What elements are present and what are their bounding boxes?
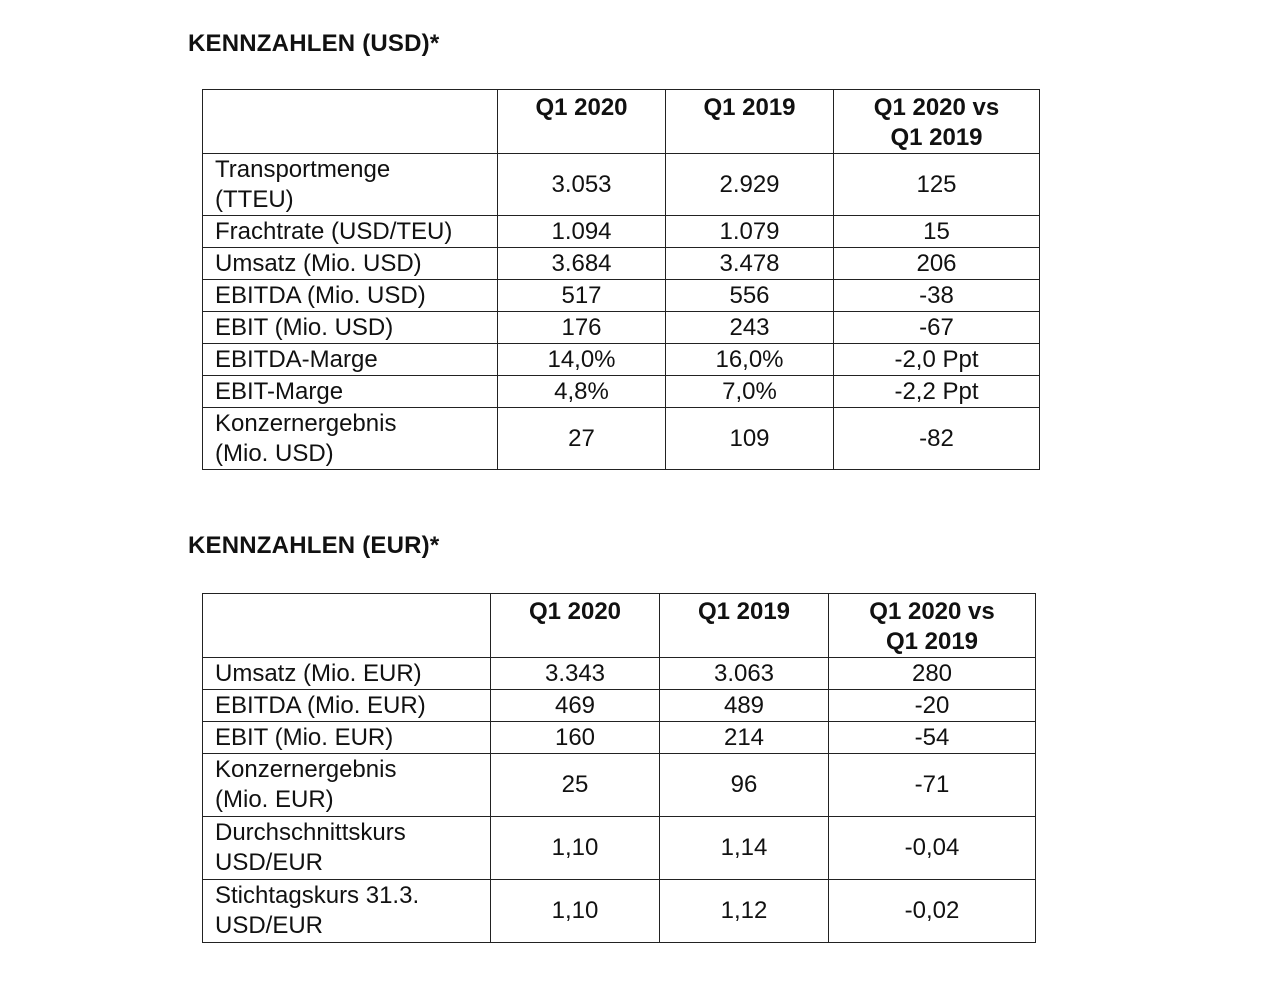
table-row [203,376,1040,408]
table-row [203,248,1040,280]
row-label-cell: EBIT (Mio. EUR) [203,722,491,754]
value-cell-q1-2019: 243 [666,312,834,344]
header-cell-q1-2020: Q1 2020 [498,90,666,154]
row-label-cell: Transportmenge (TTEU) [203,154,498,216]
table-row [203,690,1036,722]
value-cell-comparison: 15 [834,216,1040,248]
row-label-cell: Frachtrate (USD/TEU) [203,216,498,248]
value-cell-comparison: 280 [829,658,1036,690]
row-label-cell: EBIT (Mio. USD) [203,312,498,344]
value-cell-q1-2019: 3.478 [666,248,834,280]
value-cell-q1-2020: 517 [498,280,666,312]
value-cell-q1-2019: 489 [660,690,829,722]
table-row [203,658,1036,690]
value-cell-q1-2020: 27 [498,408,666,470]
value-cell-q1-2019: 1,12 [660,880,829,943]
kennzahlen-eur-table [202,593,1036,943]
header-cell-q1-2020: Q1 2020 [491,594,660,658]
value-cell-comparison: -20 [829,690,1036,722]
value-cell-comparison: -67 [834,312,1040,344]
value-cell-comparison: -82 [834,408,1040,470]
table-row [203,722,1036,754]
header-cell-comparison: Q1 2020 vs Q1 2019 [834,90,1040,154]
table-row [203,880,1036,943]
value-cell-q1-2020: 469 [491,690,660,722]
value-cell-q1-2020: 1,10 [491,880,660,943]
table-row [203,408,1040,470]
section-title-usd: KENNZAHLEN (USD)* [188,30,440,57]
value-cell-q1-2019: 556 [666,280,834,312]
row-label-cell: EBIT-Marge [203,376,498,408]
value-cell-q1-2020: 1,10 [491,817,660,880]
header-cell-empty [203,90,498,154]
table-row [203,216,1040,248]
header-cell-q1-2019: Q1 2019 [666,90,834,154]
table-row [203,754,1036,817]
value-cell-q1-2019: 3.063 [660,658,829,690]
value-cell-comparison: -71 [829,754,1036,817]
value-cell-q1-2020: 4,8% [498,376,666,408]
value-cell-comparison: -38 [834,280,1040,312]
value-cell-q1-2019: 109 [666,408,834,470]
value-cell-q1-2019: 2.929 [666,154,834,216]
header-cell-empty [203,594,491,658]
row-label-cell: EBITDA (Mio. EUR) [203,690,491,722]
value-cell-comparison: -0,02 [829,880,1036,943]
value-cell-q1-2019: 1.079 [666,216,834,248]
value-cell-q1-2019: 1,14 [660,817,829,880]
table-header-row [203,594,1036,658]
value-cell-q1-2020: 176 [498,312,666,344]
table-header-row [203,90,1040,154]
value-cell-q1-2019: 16,0% [666,344,834,376]
row-label-cell: Konzernergebnis (Mio. EUR) [203,754,491,817]
value-cell-q1-2020: 3.053 [498,154,666,216]
row-label-cell: Umsatz (Mio. USD) [203,248,498,280]
value-cell-comparison: 206 [834,248,1040,280]
value-cell-comparison: -2,0 Ppt [834,344,1040,376]
value-cell-q1-2020: 1.094 [498,216,666,248]
row-label-cell: Durchschnittskurs USD/EUR [203,817,491,880]
value-cell-q1-2020: 25 [491,754,660,817]
kennzahlen-usd-table [202,89,1040,470]
table-row [203,280,1040,312]
table-row [203,312,1040,344]
header-cell-comparison: Q1 2020 vs Q1 2019 [829,594,1036,658]
table-row [203,344,1040,376]
value-cell-q1-2019: 7,0% [666,376,834,408]
table-row [203,817,1036,880]
value-cell-q1-2020: 3.343 [491,658,660,690]
value-cell-q1-2020: 160 [491,722,660,754]
value-cell-comparison: -2,2 Ppt [834,376,1040,408]
value-cell-comparison: -0,04 [829,817,1036,880]
value-cell-comparison: -54 [829,722,1036,754]
value-cell-q1-2020: 3.684 [498,248,666,280]
header-cell-q1-2019: Q1 2019 [660,594,829,658]
value-cell-q1-2019: 214 [660,722,829,754]
table-row [203,154,1040,216]
row-label-cell: Stichtagskurs 31.3. USD/EUR [203,880,491,943]
row-label-cell: EBITDA-Marge [203,344,498,376]
row-label-cell: EBITDA (Mio. USD) [203,280,498,312]
row-label-cell: Umsatz (Mio. EUR) [203,658,491,690]
value-cell-q1-2019: 96 [660,754,829,817]
row-label-cell: Konzernergebnis (Mio. USD) [203,408,498,470]
section-title-eur: KENNZAHLEN (EUR)* [188,532,440,559]
value-cell-comparison: 125 [834,154,1040,216]
value-cell-q1-2020: 14,0% [498,344,666,376]
